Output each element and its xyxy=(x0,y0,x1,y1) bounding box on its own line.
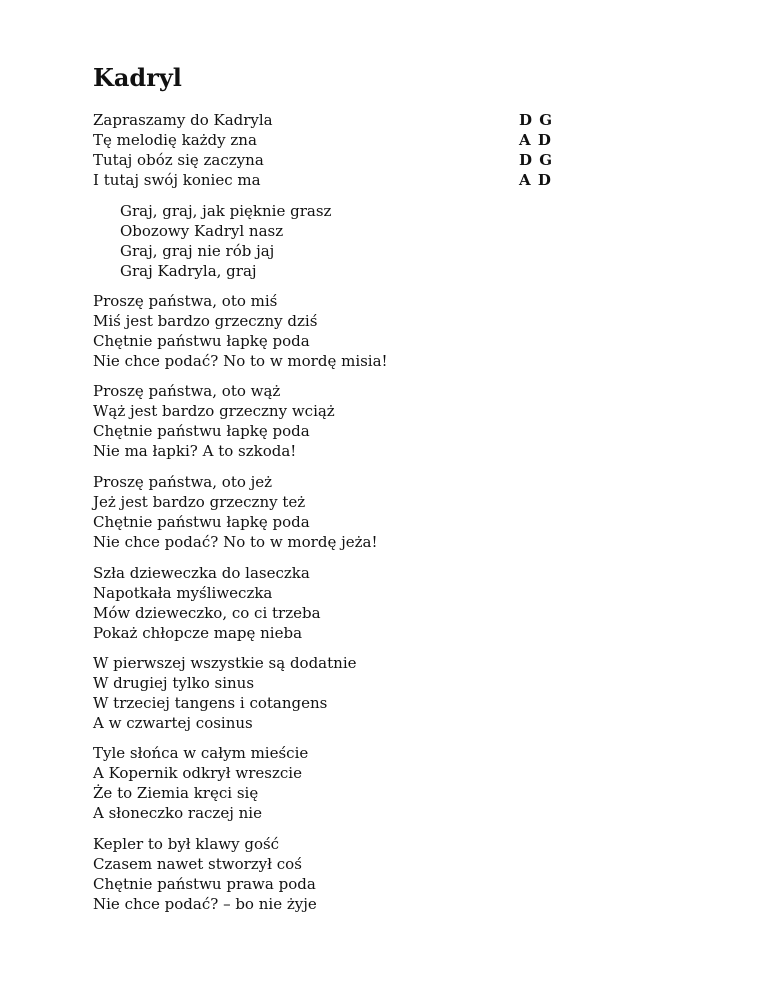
lyric-line: Proszę państwa, oto jeż xyxy=(93,473,273,491)
lyric-line: Wąż jest bardzo grzeczny wciąż xyxy=(93,402,335,420)
lyric-line: Graj Kadryla, graj xyxy=(120,262,257,280)
lyric-line: Kepler to był klawy gość xyxy=(93,835,280,853)
stanza-verse-5 xyxy=(93,563,321,643)
lyric-line: Chętnie państwu łapkę poda xyxy=(93,513,310,531)
lyric-line: Czasem nawet stworzył coś xyxy=(93,855,302,873)
chord-line: A D xyxy=(519,171,552,189)
lyric-line: W drugiej tylko sinus xyxy=(93,674,255,692)
lyric-line: A słoneczko raczej nie xyxy=(93,804,262,822)
chord-line: A D xyxy=(519,131,552,149)
lyric-line: Obozowy Kadryl nasz xyxy=(120,222,284,240)
lyric-line: I tutaj swój koniec ma xyxy=(93,171,261,189)
song-title: Kadryl xyxy=(93,63,182,92)
stanza-verse-4 xyxy=(93,472,378,552)
lyric-line: Zapraszamy do Kadryla xyxy=(93,111,273,129)
lyric-line: W pierwszej wszystkie są dodatnie xyxy=(93,654,357,672)
lyric-line: Nie chce podać? No to w mordę jeża! xyxy=(93,533,378,551)
chord-line: D G xyxy=(519,111,554,129)
lyric-line: Graj, graj, jak pięknie grasz xyxy=(120,202,332,220)
lyric-line: Mów dzieweczko, co ci trzeba xyxy=(93,604,321,622)
stanza-verse-6 xyxy=(93,653,357,733)
lyric-line: Tę melodię każdy zna xyxy=(93,131,257,149)
lyric-line: A w czwartej cosinus xyxy=(93,714,253,732)
lyric-line: Miś jest bardzo grzeczny dziś xyxy=(93,312,318,330)
lyric-line: Proszę państwa, oto miś xyxy=(93,292,278,310)
lyric-line: Chętnie państwu łapkę poda xyxy=(93,422,310,440)
lyric-line: Że to Ziemia kręci się xyxy=(93,784,259,802)
lyric-line: Chętnie państwu łapkę poda xyxy=(93,332,310,350)
lyric-line: Jeż jest bardzo grzeczny też xyxy=(93,493,306,511)
lyric-line: Graj, graj nie rób jaj xyxy=(120,242,275,260)
lyric-line: Nie ma łapki? A to szkoda! xyxy=(93,442,297,460)
stanza-verse-7 xyxy=(93,743,308,823)
stanza-verse-3 xyxy=(93,381,335,461)
lyric-line: Pokaż chłopcze mapę nieba xyxy=(93,624,303,642)
lyric-line: Nie chce podać? No to w mordę misia! xyxy=(93,352,388,370)
lyric-line: A Kopernik odkrył wreszcie xyxy=(93,764,302,782)
lyric-line: Napotkała myśliweczka xyxy=(93,584,273,602)
lyric-line: Chętnie państwu prawa poda xyxy=(93,875,316,893)
lyric-line: Nie chce podać? – bo nie żyje xyxy=(93,895,317,913)
chord-line: D G xyxy=(519,151,554,169)
stanza-chorus xyxy=(120,201,331,281)
lyric-line: W trzeciej tangens i cotangens xyxy=(93,694,328,712)
lyric-line: Tutaj obóz się zaczyna xyxy=(93,151,264,169)
stanza-verse-1 xyxy=(93,110,273,190)
stanza-verse-2 xyxy=(93,291,388,371)
lyric-line: Proszę państwa, oto wąż xyxy=(93,382,281,400)
lyric-line: Tyle słońca w całym mieście xyxy=(93,744,309,762)
stanza-verse-8 xyxy=(93,834,317,914)
lyric-line: Szła dzieweczka do laseczka xyxy=(93,564,310,582)
chord-column xyxy=(519,110,553,190)
